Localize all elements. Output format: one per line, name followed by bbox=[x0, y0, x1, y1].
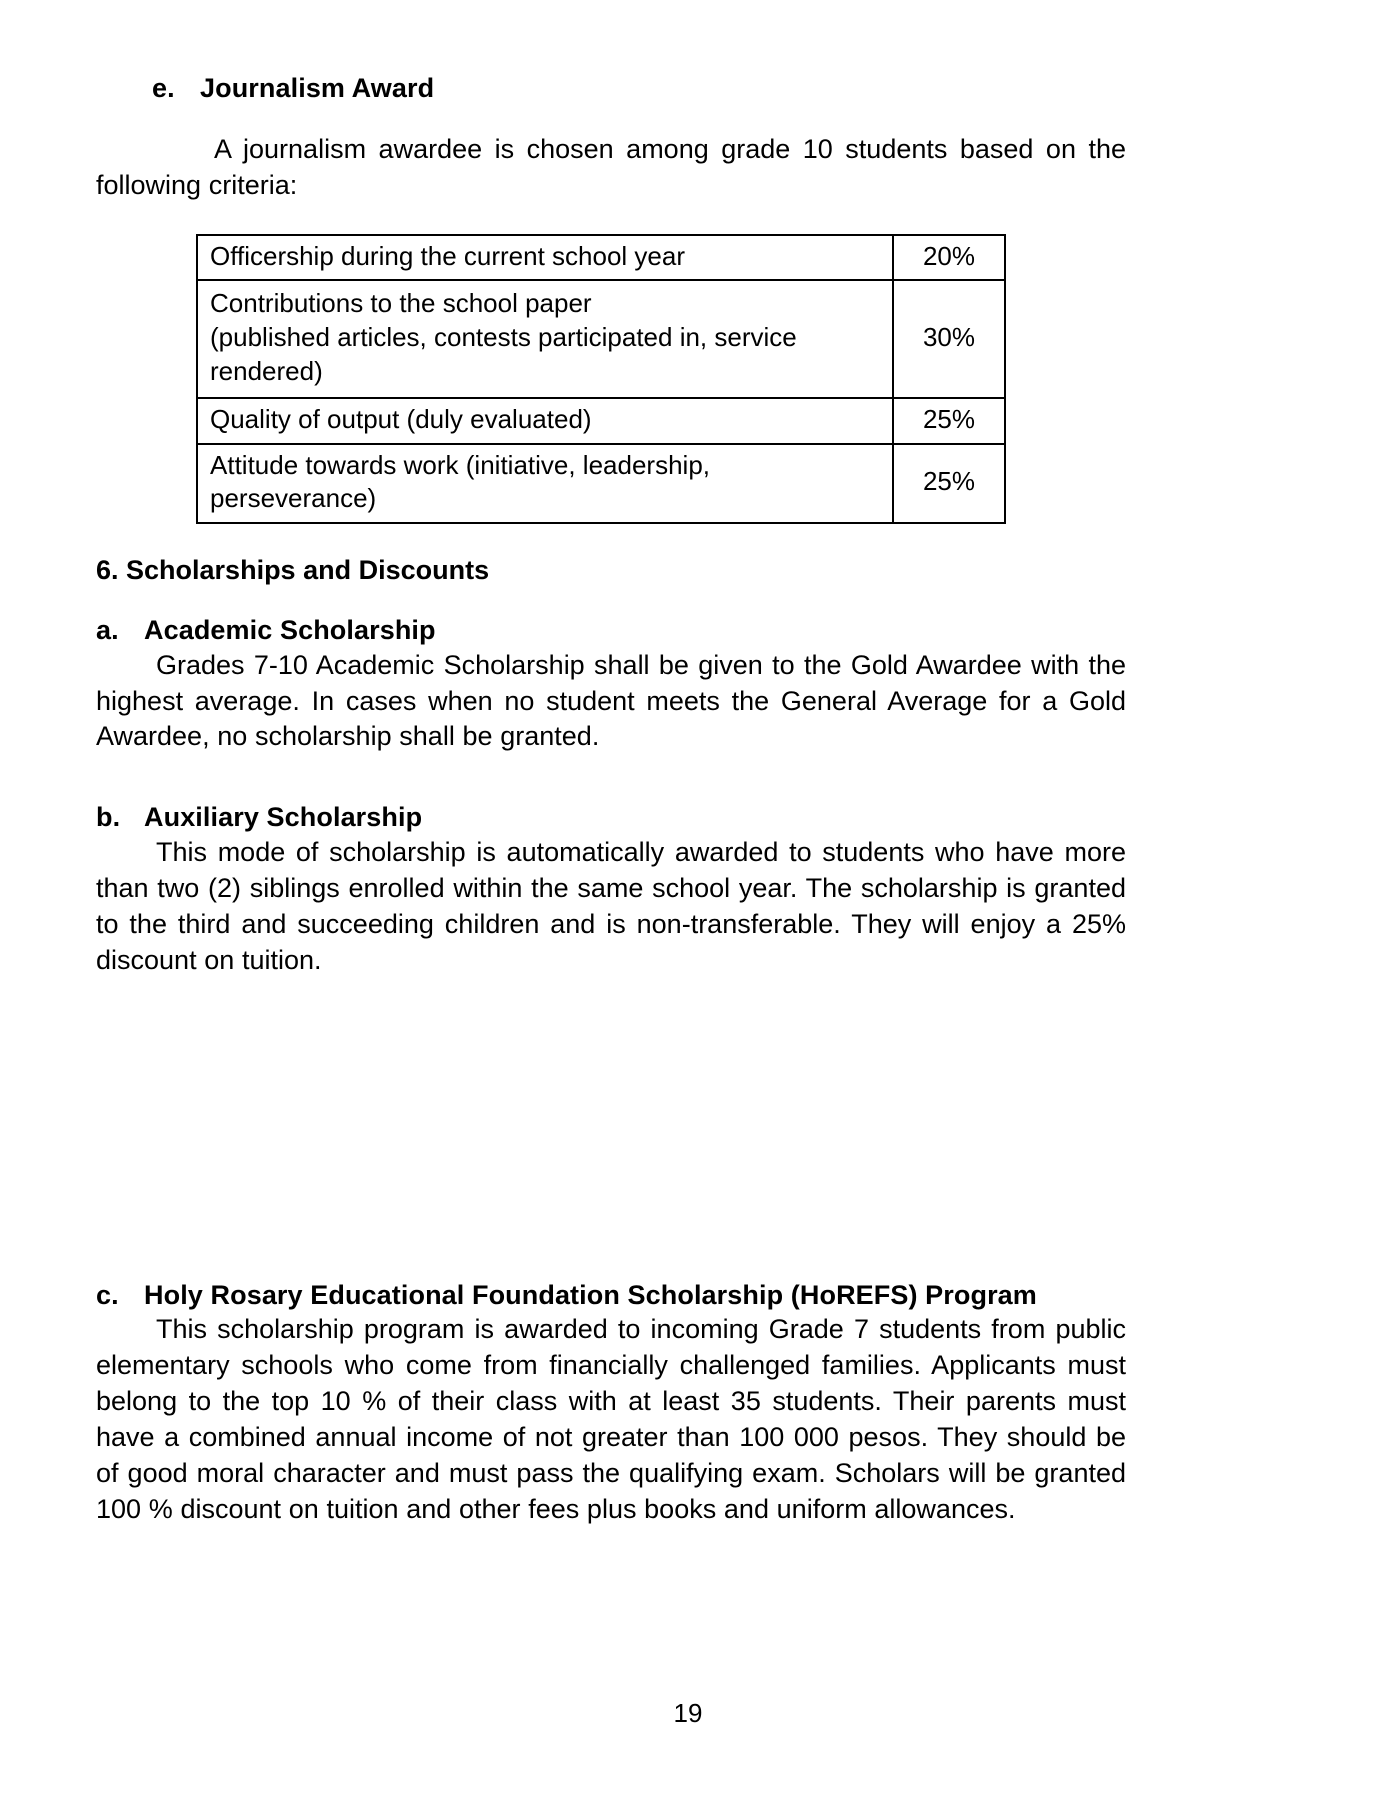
table-cell-percent: 25% bbox=[893, 444, 1005, 524]
list-marker-c: c. bbox=[96, 1279, 119, 1310]
heading-auxiliary-scholarship bbox=[96, 801, 1126, 835]
table-row bbox=[197, 444, 1005, 524]
spacer bbox=[96, 204, 1126, 234]
table-row bbox=[197, 235, 1005, 281]
page-number: 19 bbox=[673, 1698, 703, 1728]
journalism-criteria-table-wrap bbox=[196, 234, 1006, 525]
table-cell-percent: 30% bbox=[893, 280, 1005, 397]
page-content bbox=[96, 72, 1126, 1528]
blank-space bbox=[96, 979, 1126, 1279]
spacer bbox=[96, 106, 1126, 132]
table-cell-criterion bbox=[197, 398, 893, 444]
criterion-line: Officership during the current school year bbox=[210, 240, 685, 271]
criterion-line: Quality of output (duly evaluated) bbox=[210, 403, 592, 434]
table-row bbox=[197, 280, 1005, 397]
paragraph-horefs-scholarship: This scholarship program is awarded to incoming Grade 7 students from public elementary schools who come from financially challenged families. Applicants must belong to the top 10 % of their class with at least 35 students. Their parents must have a combined annual income of not greater than 100 000 pesos. They should be of good moral character and must pass the qualifying exam. Scholars will be granted 100 % discount on tuition and other fees plus books and uniform allowances. bbox=[96, 1314, 1126, 1525]
paragraph-auxiliary-scholarship: This mode of scholarship is automatically awarded to students who have more than two (2) siblings enrolled within the same school year. The scholarship is granted to the third and succeeding children and is non-transferable. They will enjoy a 25% discount on tuition. bbox=[96, 837, 1126, 975]
table-cell-percent: 25% bbox=[893, 398, 1005, 444]
heading-horefs-scholarship bbox=[96, 1279, 1126, 1313]
list-marker-a: a. bbox=[96, 614, 119, 645]
table-cell-criterion bbox=[197, 235, 893, 281]
criterion-line: Contributions to the school paper bbox=[210, 288, 592, 319]
criterion-line: Attitude towards work (initiative, leadership, perseverance) bbox=[210, 449, 711, 514]
criterion-line: rendered) bbox=[210, 355, 323, 386]
spacer bbox=[96, 524, 1126, 554]
paragraph-journalism-intro: A journalism awardee is chosen among grade 10 students based on the following criteria: bbox=[96, 133, 1126, 200]
heading-label-journalism-award: Journalism Award bbox=[200, 73, 435, 103]
heading-label-horefs-scholarship: Holy Rosary Educational Foundation Scholarship (HoREFS) Program bbox=[144, 1279, 1037, 1310]
table-cell-percent: 20% bbox=[893, 235, 1005, 281]
criterion-line: (published articles, contests participated in, service bbox=[210, 322, 797, 353]
table-row bbox=[197, 398, 1005, 444]
table-cell-criterion bbox=[197, 280, 893, 397]
list-marker-e: e. bbox=[152, 73, 175, 103]
heading-label-auxiliary-scholarship: Auxiliary Scholarship bbox=[144, 802, 423, 833]
heading-academic-scholarship bbox=[96, 614, 1126, 648]
heading-label-academic-scholarship: Academic Scholarship bbox=[144, 614, 436, 645]
list-marker-b: b. bbox=[96, 802, 121, 833]
spacer bbox=[96, 755, 1126, 801]
journalism-criteria-table bbox=[196, 234, 1006, 525]
table-cell-criterion bbox=[197, 444, 893, 524]
paragraph-academic-scholarship: Grades 7-10 Academic Scholarship shall be given to the Gold Awardee with the highest average. In cases when no student meets the General Average for a Gold Awardee, no scholarship shall be granted. bbox=[96, 649, 1126, 752]
heading-scholarships-and-discounts: 6. Scholarships and Discounts bbox=[96, 555, 490, 586]
heading-journalism-award bbox=[152, 72, 1126, 106]
spacer bbox=[96, 588, 1126, 614]
